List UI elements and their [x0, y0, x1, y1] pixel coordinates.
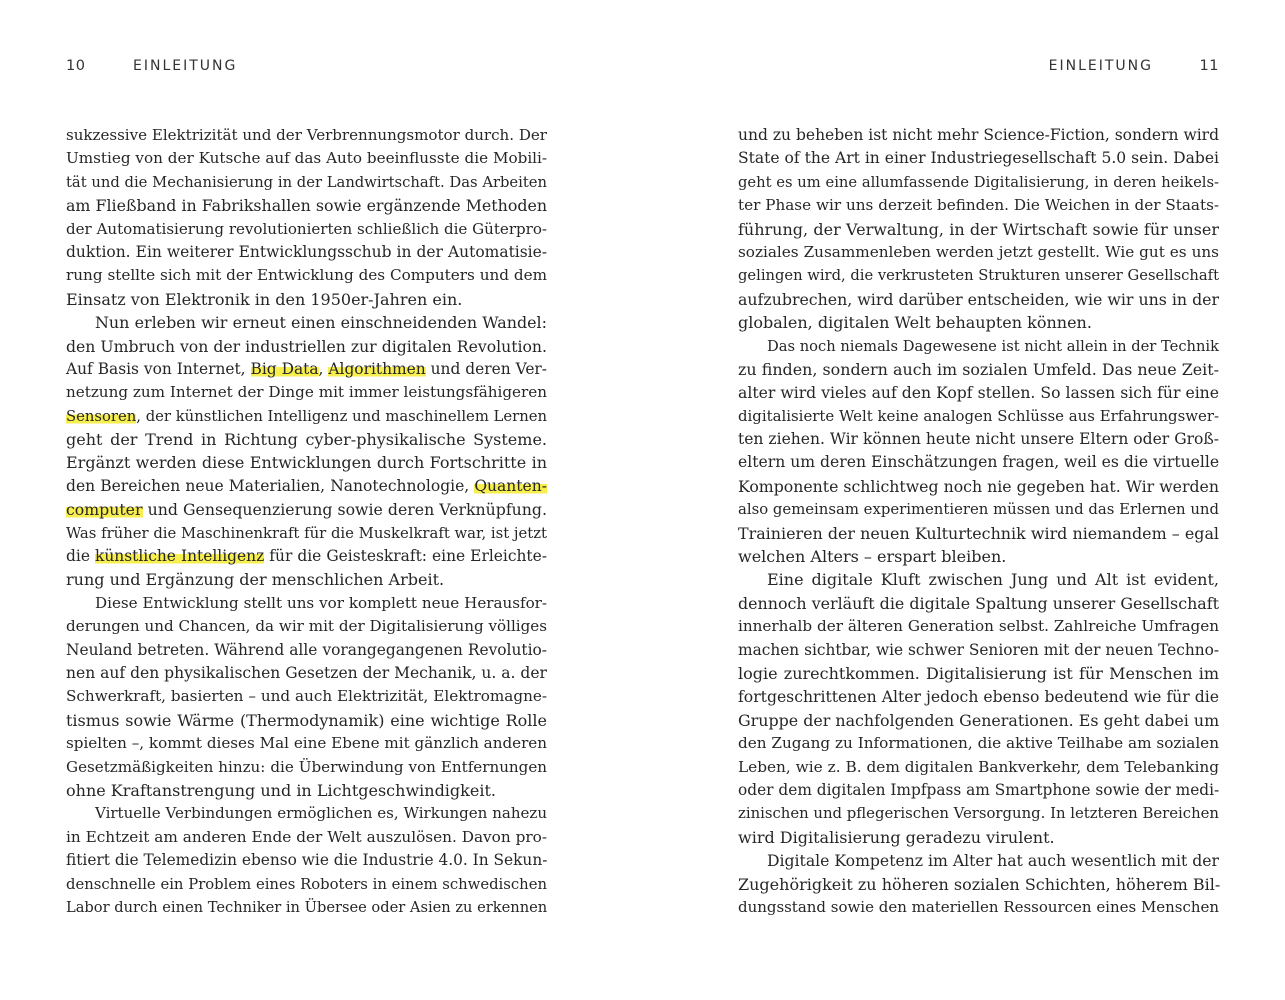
text-segment: State of the Art in einer Industriegesellschaft 5.0 sein. Dabei	[738, 149, 1219, 168]
text-line	[66, 428, 547, 451]
text-segment: Gesetzmäßigkeiten hinzu: die Überwindung von Entfernungen	[66, 757, 547, 776]
text-segment: Nun erleben wir erneut einen einschneidenden Wandel:	[95, 313, 547, 333]
text-segment: geht es um eine allumfassende Digitalisierung, in deren heikels-	[738, 173, 1219, 191]
text-segment: Virtuelle Verbindungen ermöglichen es, Wirkungen nahezu	[95, 804, 547, 823]
text-segment: dungsstand sowie den materiellen Ressourcen eines Menschen	[738, 897, 1219, 916]
text-line	[66, 241, 547, 264]
text-segment: soziales Zusammenleben werden jetzt gestellt. Wie gut es uns	[738, 242, 1219, 261]
body-text	[738, 124, 1219, 919]
text-line	[738, 639, 1219, 662]
text-line	[66, 124, 547, 147]
text-segment: den Bereichen neue Materialien, Nanotechnologie,	[66, 476, 475, 495]
text-line	[738, 522, 1219, 545]
text-line	[738, 545, 1219, 568]
text-segment: duktion. Ein weiterer Entwicklungsschub in der Automatisie-	[66, 242, 547, 261]
text-segment: also gemeinsam experimentieren müssen und das Erlernen und	[738, 500, 1219, 519]
text-line	[66, 568, 547, 591]
page-number: 10	[66, 58, 86, 74]
text-line	[66, 171, 547, 194]
text-line	[66, 381, 547, 404]
text-segment: ohne Kraftanstrengung und in Lichtgeschwindigkeit.	[66, 780, 496, 800]
text-segment: tismus sowie Wärme (Thermodynamik) eine wichtige Rolle	[66, 710, 547, 730]
text-segment: die	[66, 547, 95, 566]
text-segment: Zugehörigkeit zu höheren sozialen Schichten, höherem Bil-	[738, 874, 1221, 894]
text-line	[738, 709, 1219, 732]
text-line	[738, 685, 1219, 708]
text-line	[66, 147, 547, 170]
text-segment: Komponente schlichtweg noch nie gegeben hat. Wir werden	[738, 476, 1219, 496]
text-segment: rung stellte sich mit der Entwicklung des Computers und dem	[66, 266, 547, 285]
text-line	[66, 709, 547, 732]
text-line	[66, 896, 547, 919]
text-line	[738, 218, 1219, 241]
highlighted-term: Sensoren	[66, 407, 137, 425]
text-line	[738, 428, 1219, 451]
text-segment: und deren Ver-	[425, 359, 548, 378]
text-segment: Leben, wie z. B. dem digitalen Bankverkehr, dem Telebanking	[738, 757, 1219, 776]
text-segment: aufzubrechen, wird darüber entscheiden, wie wir uns in der	[738, 289, 1220, 309]
highlighted-term: Quanten-	[474, 476, 547, 495]
text-line	[738, 873, 1219, 896]
text-line	[738, 592, 1219, 615]
text-segment: fitiert die Telemedizin ebenso wie die Industrie 4.0. In Sekun-	[66, 851, 548, 870]
right-page	[738, 0, 1219, 1000]
text-segment: spielten –, kommt dieses Mal eine Ebene mit gänzlich anderen	[66, 734, 547, 753]
text-segment: Diese Entwicklung stellt uns vor komplett neue Herausfor-	[95, 593, 547, 612]
text-line	[66, 802, 547, 825]
text-segment: digitalisierte Welt keine analogen Schlüsse aus Erfahrungswer-	[738, 406, 1219, 425]
text-segment: für die Geisteskraft: eine Erleichte-	[264, 547, 547, 566]
text-line	[66, 826, 547, 849]
chapter-title: EINLEITUNG	[1048, 58, 1153, 74]
text-segment: zu finden, sondern auch im sozialen Umfeld. Das neue Zeit-	[738, 359, 1219, 379]
text-line	[66, 311, 547, 334]
left-page	[66, 0, 547, 1000]
text-line	[738, 896, 1219, 919]
text-line	[738, 335, 1219, 358]
text-segment: alter wird vieles auf den Kopf stellen. So lassen sich für eine	[738, 383, 1219, 403]
text-line	[738, 288, 1219, 311]
text-line	[66, 335, 547, 358]
text-line	[66, 615, 547, 638]
text-segment: Umstieg von der Kutsche auf das Auto beeinflusste die Mobili-	[66, 149, 547, 168]
text-line	[66, 194, 547, 217]
text-line	[738, 849, 1219, 872]
text-line	[66, 522, 547, 545]
text-segment: wird Digitalisierung geradezu virulent.	[738, 827, 1055, 847]
text-segment: den Umbruch von der industriellen zur digitalen Revolution.	[66, 336, 547, 356]
text-line	[738, 732, 1219, 755]
text-segment: , der künstlichen Intelligenz und maschinellem Lernen	[136, 407, 548, 425]
text-line	[66, 498, 547, 521]
text-line	[66, 405, 547, 428]
text-line	[738, 124, 1219, 147]
text-segment: logie zurechtkommen. Digitalisierung ist für Menschen im	[738, 663, 1219, 683]
text-line	[66, 732, 547, 755]
text-line	[66, 475, 547, 498]
text-line	[66, 873, 547, 896]
text-line	[66, 779, 547, 802]
text-line	[738, 826, 1219, 849]
text-segment: und Gensequenzierung sowie deren Verknüpfung.	[142, 500, 547, 520]
text-segment: Neuland betreten. Während alle vorangegangenen Revolutio-	[66, 640, 547, 659]
text-segment: sukzessive Elektrizität und der Verbrennungsmotor durch. Der	[66, 126, 547, 144]
text-line	[66, 756, 547, 779]
text-line	[738, 311, 1219, 334]
text-segment: Einsatz von Elektronik in den 1950er-Jahren ein.	[66, 289, 463, 309]
chapter-title: EINLEITUNG	[133, 58, 238, 74]
text-segment: und zu beheben ist nicht mehr Science-Fiction, sondern wird	[738, 126, 1219, 144]
text-segment: denschnelle ein Problem eines Roboters in einem schwedischen	[66, 875, 547, 893]
text-line	[66, 592, 547, 615]
text-line	[66, 451, 547, 474]
text-segment: den Zugang zu Informationen, die aktive Teilhabe am sozialen	[738, 734, 1219, 753]
text-segment: eltern um deren Einschätzungen fragen, weil es die virtuelle	[738, 453, 1220, 472]
text-segment: ter Phase wir uns derzeit befinden. Die Weichen in der Staats-	[738, 196, 1219, 215]
text-line	[738, 171, 1219, 194]
text-line	[738, 568, 1219, 591]
text-line	[738, 756, 1219, 779]
text-segment: netzung zum Internet der Dinge mit immer leistungsfähigeren	[66, 383, 547, 402]
text-line	[738, 147, 1219, 170]
text-segment: tät und die Mechanisierung in der Landwirtschaft. Das Arbeiten	[66, 173, 547, 191]
text-segment: oder dem digitalen Impfpass am Smartphone sowie der medi-	[738, 780, 1220, 799]
text-line	[738, 241, 1219, 264]
text-segment: rung und Ergänzung der menschlichen Arbeit.	[66, 570, 445, 590]
text-segment: Trainieren der neuen Kulturtechnik wird niemandem – egal	[738, 523, 1219, 543]
text-segment: fortgeschrittenen Alter jedoch ebenso bedeutend wie für die	[738, 687, 1219, 707]
body-text	[66, 124, 547, 919]
text-segment: am Fließband in Fabrikshallen sowie ergänzende Methoden	[66, 196, 548, 216]
text-segment: ,	[318, 359, 329, 378]
page-number: 11	[1199, 58, 1219, 74]
text-line	[738, 779, 1219, 802]
text-segment: gelingen wird, die verkrusteten Strukturen unserer Gesellschaft	[738, 267, 1219, 285]
text-segment: Schwerkraft, basierten – und auch Elektrizität, Elektromagne-	[66, 687, 547, 706]
text-segment: Eine digitale Kluft zwischen Jung und Alt ist evident,	[767, 570, 1219, 590]
text-line	[66, 662, 547, 685]
text-segment: Gruppe der nachfolgenden Generationen. Es geht dabei um	[738, 710, 1220, 730]
text-line	[66, 218, 547, 241]
text-line	[66, 264, 547, 287]
text-line	[738, 358, 1219, 381]
running-head	[66, 58, 547, 80]
highlighted-term: computer	[66, 500, 143, 520]
text-segment: Labor durch einen Techniker in Übersee oder Asien zu erkennen	[66, 898, 548, 916]
text-line	[738, 475, 1219, 498]
text-segment: welchen Alters – erspart bleiben.	[738, 547, 1007, 567]
text-line	[66, 849, 547, 872]
text-segment: innerhalb der älteren Generation selbst. Zahlreiche Umfragen	[738, 617, 1219, 636]
highlighted-term: Algorithmen	[328, 359, 426, 378]
text-segment: führung, der Verwaltung, in der Wirtschaft sowie für unser	[738, 219, 1219, 239]
text-line	[738, 498, 1219, 521]
text-line	[738, 662, 1219, 685]
text-line	[738, 451, 1219, 474]
highlighted-term: Big Data	[250, 359, 319, 378]
text-segment: zinischen und pflegerischen Versorgung. In letzteren Bereichen	[738, 804, 1219, 823]
text-segment: Was früher die Maschinenkraft für die Muskelkraft war, ist jetzt	[66, 524, 547, 542]
text-segment: Auf Basis von Internet,	[66, 359, 251, 378]
text-segment: nen auf den physikalischen Gesetzen der Mechanik, u. a. der	[66, 663, 547, 682]
text-segment: geht der Trend in Richtung cyber-physikalische Systeme.	[66, 430, 547, 450]
text-line	[738, 615, 1219, 638]
text-segment: der Automatisierung revolutionierten schließlich die Güterpro-	[66, 219, 547, 238]
highlighted-term: künstliche Intelligenz	[94, 547, 265, 566]
text-line	[738, 264, 1219, 287]
text-line	[66, 358, 547, 381]
text-line	[66, 288, 547, 311]
text-segment: in Echtzeit am anderen Ende der Welt auszulösen. Davon pro-	[66, 827, 547, 846]
text-segment: ten ziehen. Wir können heute nicht unsere Eltern oder Groß-	[738, 430, 1219, 449]
text-line	[738, 194, 1219, 217]
text-segment: globalen, digitalen Welt behaupten können.	[738, 313, 1092, 333]
running-head	[738, 58, 1219, 80]
text-segment: dennoch verläuft die digitale Spaltung unserer Gesellschaft	[738, 593, 1219, 613]
text-line	[66, 639, 547, 662]
text-segment: Digitale Kompetenz im Alter hat auch wesentlich mit der	[767, 851, 1219, 871]
text-segment: Ergänzt werden diese Entwicklungen durch Fortschritte in	[66, 453, 547, 473]
text-segment: Das noch niemals Dagewesene ist nicht allein in der Technik	[767, 337, 1219, 355]
text-line	[738, 405, 1219, 428]
text-segment: machen sichtbar, wie schwer Senioren mit der neuen Techno-	[738, 640, 1220, 659]
text-line	[738, 381, 1219, 404]
text-line	[66, 545, 547, 568]
text-line	[738, 802, 1219, 825]
text-segment: derungen und Chancen, da wir mit der Digitalisierung völliges	[66, 617, 547, 636]
text-line	[66, 685, 547, 708]
